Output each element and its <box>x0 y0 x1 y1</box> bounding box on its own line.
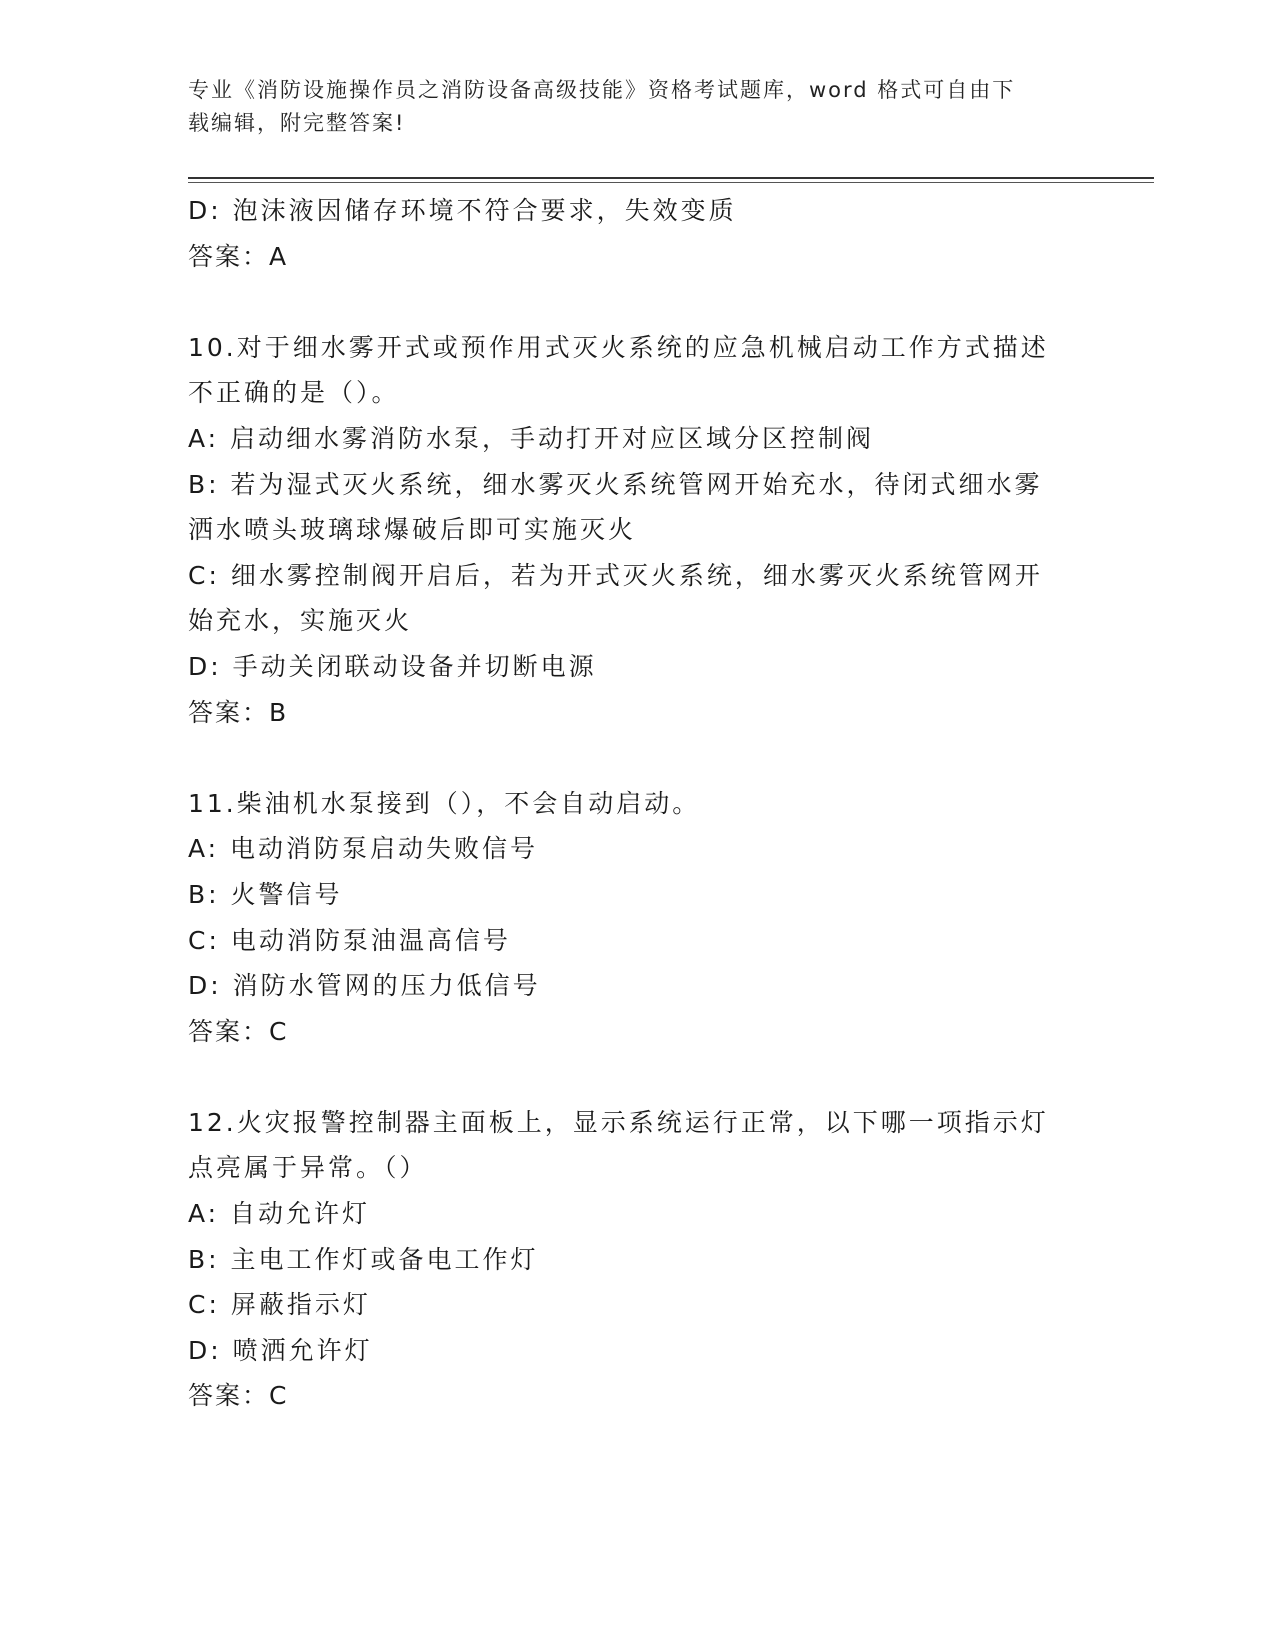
header-line-1: 专业《消防设施操作员之消防设备高级技能》资格考试题库，word 格式可自由下 <box>188 78 1016 102</box>
answer: 答案：C <box>188 1381 289 1411</box>
option-c: C: 细水雾控制阀开启后，若为开式灭火系统，细水雾灭火系统管网开 <box>188 560 1043 590</box>
question-stem-cont: 点亮属于异常。（） <box>188 1153 428 1183</box>
question-stem-cont: 不正确的是（）。 <box>188 378 400 408</box>
spacer <box>188 1054 1088 1100</box>
question-content <box>188 188 1088 1419</box>
option-a: A: 自动允许灯 <box>188 1199 371 1229</box>
answer: 答案：A <box>188 241 289 271</box>
option-b: B: 火警信号 <box>188 879 343 909</box>
spacer <box>188 735 1088 781</box>
option-c-cont: 始充水，实施灭火 <box>188 606 413 636</box>
header-divider-thin <box>188 182 1154 183</box>
question-10 <box>188 325 1088 735</box>
option-a: A: 电动消防泵启动失败信号 <box>188 834 539 864</box>
option-a: A: 启动细水雾消防水泵，手动打开对应区域分区控制阀 <box>188 423 875 453</box>
question-12 <box>188 1100 1088 1419</box>
option-d: D: 喷洒允许灯 <box>188 1335 373 1365</box>
page-header <box>188 74 1068 140</box>
option-b: B: 若为湿式灭火系统，细水雾灭火系统管网开始充水，待闭式细水雾 <box>188 469 1043 499</box>
answer: 答案：C <box>188 1016 289 1046</box>
option-c: C: 屏蔽指示灯 <box>188 1290 371 1320</box>
question-stem: 10.对于细水雾开式或预作用式灭火系统的应急机械启动工作方式描述 <box>188 332 1049 362</box>
option-d: D: 消防水管网的压力低信号 <box>188 971 541 1001</box>
option-c: C: 电动消防泵油温高信号 <box>188 925 511 955</box>
spacer <box>188 279 1088 325</box>
option-b-cont: 洒水喷头玻璃球爆破后即可实施灭火 <box>188 515 637 545</box>
question-stem: 11.柴油机水泵接到（），不会自动启动。 <box>188 788 701 818</box>
option-d: D: 泡沫液因储存环境不符合要求，失效变质 <box>188 196 737 225</box>
header-divider-thick <box>188 177 1154 179</box>
option-d: D: 手动关闭联动设备并切断电源 <box>188 651 597 681</box>
answer: 答案：B <box>188 697 289 727</box>
header-line-2: 载编辑，附完整答案! <box>188 111 406 135</box>
question-9-tail <box>188 188 1088 279</box>
option-b: B: 主电工作灯或备电工作灯 <box>188 1244 539 1274</box>
question-stem: 12.火灾报警控制器主面板上，显示系统运行正常，以下哪一项指示灯 <box>188 1107 1049 1137</box>
question-11 <box>188 781 1088 1055</box>
